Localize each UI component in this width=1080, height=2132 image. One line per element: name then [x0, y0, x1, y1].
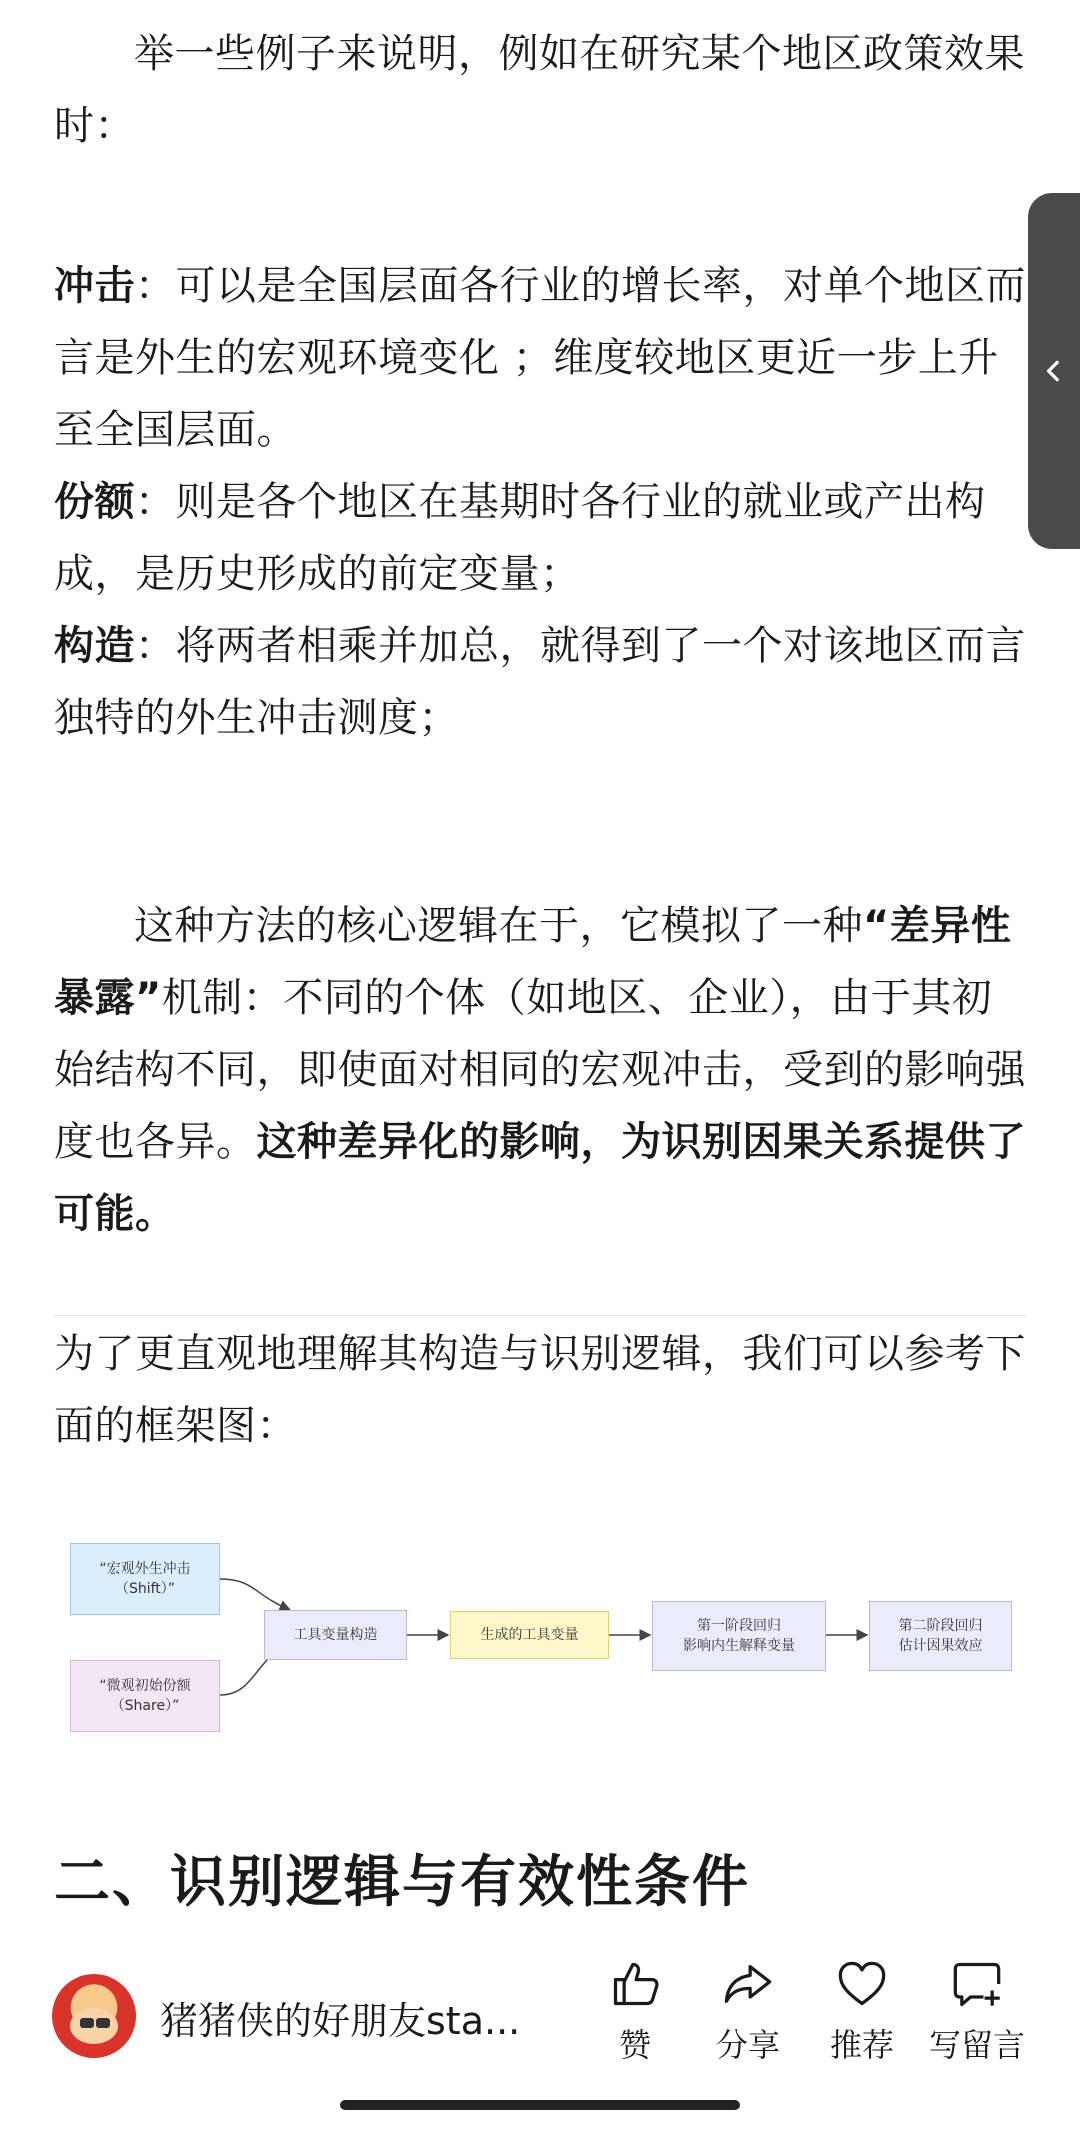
recommend-label: 推荐: [829, 2026, 894, 2064]
core-logic-conclusion: 这种差异化的影响，为识别因果关系提供了可能。: [54, 1119, 1026, 1237]
framework-diagram: [54, 1525, 1026, 1755]
node-construct: 工具变量构造: [264, 1610, 407, 1660]
node-shift: “宏观外生冲击（Shift）”: [70, 1543, 220, 1615]
share-desc: ：则是各个地区在基期时各行业的就业或产出构成，是历史形成的前定变量；: [54, 479, 986, 597]
section-title: 二、识别逻辑与有效性条件: [54, 1850, 750, 1915]
chevron-left-icon: [1041, 358, 1067, 384]
like-label: 赞: [618, 2026, 651, 2064]
stage2-line1: 第二阶段回归: [898, 1618, 983, 1634]
comment-button[interactable]: [922, 1958, 1032, 2068]
bottom-action-bar: [0, 1930, 1080, 2070]
stage2-line2: 估计因果效应: [898, 1638, 983, 1654]
node-instrument: 生成的工具变量: [450, 1611, 609, 1659]
thumbs-up-icon: [609, 1958, 661, 2010]
avatar-eye-right: [96, 2018, 110, 2028]
paragraph-diagram-intro: 为了更直观地理解其构造与识别逻辑，我们可以参考下面的框架图：: [54, 1331, 1026, 1449]
node-stage2: [869, 1601, 1012, 1671]
comment-add-icon: [951, 1958, 1003, 2010]
paragraph-core-logic: [54, 890, 1026, 1250]
stage1-line1: 第一阶段回归: [697, 1618, 781, 1634]
comment-label: 写留言: [928, 2026, 1025, 2064]
share-label: 分享: [715, 2026, 780, 2064]
term-share: 份额: [54, 479, 135, 525]
core-logic-term: “差异性暴露”: [54, 903, 1012, 1021]
divider: [54, 1315, 1026, 1316]
avatar-eye-left: [80, 2018, 94, 2028]
paragraph-share: [54, 466, 1026, 610]
share-arrow-icon: [722, 1958, 774, 2010]
avatar[interactable]: [52, 1974, 136, 2058]
term-construct: 构造: [54, 623, 135, 669]
share-button[interactable]: [693, 1958, 803, 2068]
shock-desc: ：可以是全国层面各行业的增长率，对单个地区而言是外生的宏观环境变化 ；维度较地区更近一步上升至全国层面。: [54, 263, 1026, 453]
node-stage1: [652, 1601, 826, 1671]
home-indicator[interactable]: [340, 2100, 740, 2110]
construct-desc: ：将两者相乘并加总，就得到了一个对该地区而言独特的外生冲击测度；: [54, 623, 1026, 741]
node-share: “微观初始份额（Share）”: [70, 1660, 220, 1732]
avatar-face: [70, 2008, 118, 2044]
like-button[interactable]: [580, 1958, 690, 2068]
recommend-button[interactable]: [807, 1958, 917, 2068]
author-name[interactable]: 猪猪侠的好朋友sta...: [160, 1999, 521, 2043]
paragraph-intro: 举一些例子来说明，例如在研究某个地区政策效果时：: [54, 31, 1025, 149]
term-shock: 冲击: [54, 263, 135, 309]
core-logic-c: 机制：不同的个体（如地区、企业），由于其初始结构不同，即使面对相同的宏观冲击，受到的影响强度也各异。: [54, 975, 1026, 1165]
paragraph-shock: [54, 250, 1026, 466]
stage1-line2: 影响内生解释变量: [683, 1638, 795, 1654]
side-panel-handle[interactable]: [1028, 193, 1080, 549]
core-logic-a: 这种方法的核心逻辑在于，它模拟了一种: [134, 903, 863, 949]
paragraph-construct: [54, 610, 1026, 754]
heart-icon: [836, 1958, 888, 2010]
